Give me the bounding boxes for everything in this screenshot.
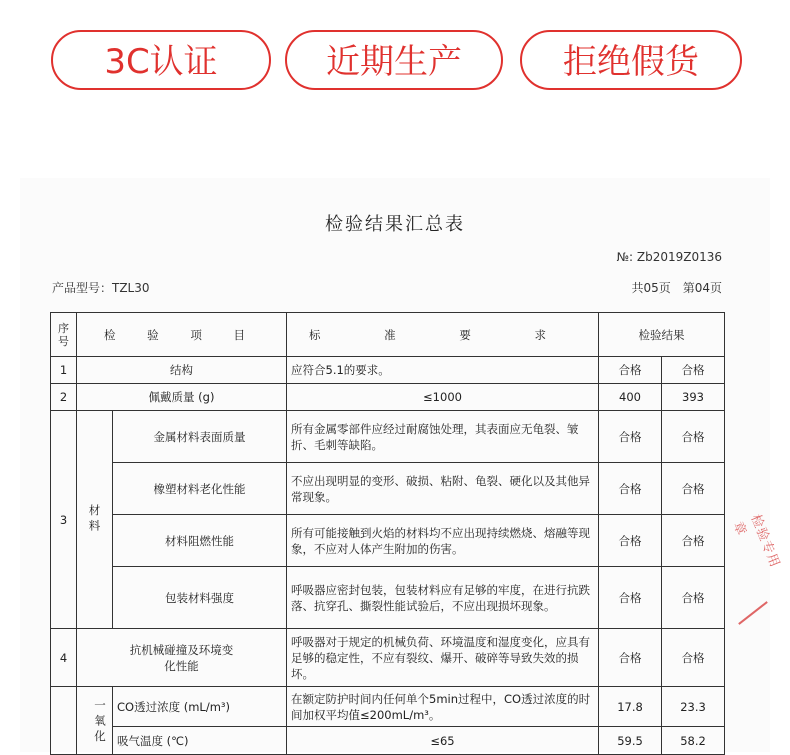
row-item: 抗机械碰撞及环境变化性能 (77, 629, 287, 687)
row-standard: 呼吸器应密封包装，包装材料应有足够的牢度，在进行抗跌落、抗穿孔、撕裂性能试验后，不应出现损坏现象。 (287, 567, 599, 629)
row-result-2: 合格 (662, 629, 725, 687)
row-group-label: 材料 (77, 411, 113, 629)
row-result-2: 合格 (662, 463, 725, 515)
inspection-stamp: 检验专用章 (729, 512, 783, 571)
table-header-row (51, 313, 725, 357)
header-item: 检 验 项 目 (77, 313, 287, 357)
row-item: 金属材料表面质量 (113, 411, 287, 463)
row-result-2: 23.3 (662, 687, 725, 727)
row-result-2: 合格 (662, 567, 725, 629)
table-row (51, 357, 725, 384)
results-table (50, 312, 725, 755)
table-row (51, 629, 725, 687)
row-result-1: 合格 (599, 515, 662, 567)
row-result-2: 393 (662, 384, 725, 411)
row-standard: 不应出现明显的变形、破损、粘附、龟裂、硬化以及其他异常现象。 (287, 463, 599, 515)
product-model: 产品型号：TZL30 (52, 281, 150, 295)
badge-recent-production: 近期生产 (285, 30, 503, 90)
table-row (51, 515, 725, 567)
row-seq: 3 (51, 411, 77, 629)
header-standard: 标 准 要 求 (287, 313, 599, 357)
row-result-1: 17.8 (599, 687, 662, 727)
row-result-1: 合格 (599, 357, 662, 384)
row-item: 材料阻燃性能 (113, 515, 287, 567)
row-result-2: 合格 (662, 357, 725, 384)
row-item: 橡塑材料老化性能 (113, 463, 287, 515)
row-seq: 4 (51, 629, 77, 687)
row-item: 佩戴质量 (g) (77, 384, 287, 411)
row-group-label: 一氧化 (77, 687, 113, 755)
table-row (51, 463, 725, 515)
row-seq (51, 687, 77, 755)
row-standard: 呼吸器对于规定的机械负荷、环境温度和湿度变化，应具有足够的稳定性，不应有裂纹、爆开、破碎等导致失效的损坏。 (287, 629, 599, 687)
row-result-1: 59.5 (599, 727, 662, 755)
table-row (51, 567, 725, 629)
row-result-2: 合格 (662, 515, 725, 567)
row-result-2: 58.2 (662, 727, 725, 755)
document-number: №: Zb2019Z0136 (616, 250, 722, 264)
row-item: CO透过浓度 (mL/m³) (113, 687, 287, 727)
feature-badges (0, 30, 790, 94)
row-standard: 应符合5.1的要求。 (287, 357, 599, 384)
row-seq: 2 (51, 384, 77, 411)
table-row (51, 727, 725, 755)
row-result-1: 合格 (599, 629, 662, 687)
row-result-1: 400 (599, 384, 662, 411)
row-seq: 1 (51, 357, 77, 384)
table-row (51, 384, 725, 411)
row-standard: ≤1000 (287, 384, 599, 411)
row-standard: ≤65 (287, 727, 599, 755)
inspection-document (20, 178, 770, 752)
row-result-1: 合格 (599, 567, 662, 629)
page-count: 共05页 第04页 (631, 281, 722, 295)
row-item: 吸气温度 (℃) (113, 727, 287, 755)
row-standard: 所有金属零部件应经过耐腐蚀处理，其表面应无龟裂、皱折、毛刺等缺陷。 (287, 411, 599, 463)
table-row (51, 411, 725, 463)
row-item: 包装材料强度 (113, 567, 287, 629)
table-row (51, 687, 725, 727)
row-standard: 所有可能接触到火焰的材料均不应出现持续燃烧、熔融等现象，不应对人体产生附加的伤害。 (287, 515, 599, 567)
document-title: 检验结果汇总表 (325, 214, 465, 235)
header-seq: 序号 (51, 313, 77, 357)
badge-3c-certified: 3C认证 (51, 30, 271, 90)
row-item: 结构 (77, 357, 287, 384)
badge-no-counterfeit: 拒绝假货 (520, 30, 742, 90)
row-result-2: 合格 (662, 411, 725, 463)
row-standard: 在额定防护时间内任何单个5min过程中，CO透过浓度的时间加权平均值≤200mL/m³。 (287, 687, 599, 727)
row-result-1: 合格 (599, 411, 662, 463)
row-result-1: 合格 (599, 463, 662, 515)
header-result: 检验结果 (599, 313, 725, 357)
